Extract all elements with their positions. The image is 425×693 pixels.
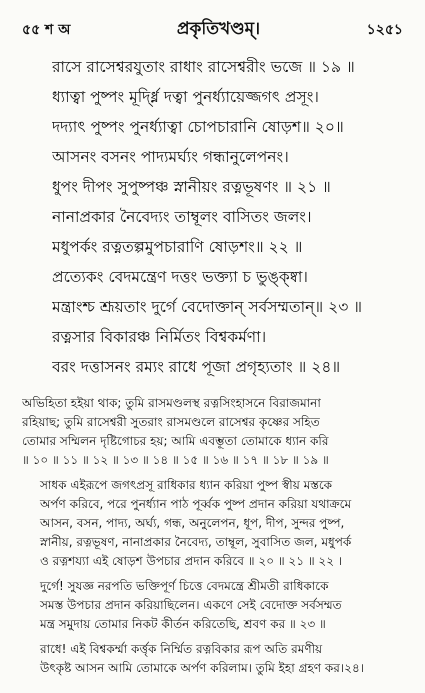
- verse-line: দদ্যাৎ পুষ্পং পুনর্ধ্যাত্বা চোপচারানি ষোড়শ॥ ২০॥: [52, 118, 344, 136]
- verse-line: মধুপর্কং রত্নতল্পমুপচারাণি ষোড়শং॥ ২২ ॥: [52, 238, 303, 256]
- section-title: প্রকৃতিখণ্ডম্।: [176, 19, 261, 39]
- text-line: রাধে! এই বিশ্বকর্ম্মা কর্ত্তৃক নির্ম্মিত রত্নবিকার রূপ অতি রমণীয়: [40, 642, 323, 656]
- text-line: তোমার সম্মিলন দৃষ্টিগোচর হয়; আমি এবম্ভূতা তোমাকে ধ্যান করি: [22, 434, 329, 448]
- verse-line: নানাপ্রকার নৈবেদ্যং তাম্বূলং বাসিতং জলং।: [52, 208, 312, 226]
- text-line: সমস্ত উপচার প্রদান করিয়াছিলেন। একণে সেই বেদোক্ত সর্বসম্মত: [40, 598, 342, 612]
- text-line: সাধক এইরূপে জগৎপ্রসূ রাধিকার ধ্যান করিয়া পুষ্প স্বীয় মস্তকে: [40, 478, 333, 492]
- text-line: উৎকৃষ্ট আসন আমি তোমাকে অর্পণ করিলাম। তুমি ইহা গ্রহণ কর।২৪।: [40, 661, 365, 675]
- verse-line: ধুপং দীপং সুপুষ্পঞ্চ স্নানীয়ং রত্নভূষণং ॥ ২১ ॥: [52, 178, 331, 196]
- sanskrit-verses: [22, 52, 403, 382]
- verse-line: রাসে রাসেশ্বরযুতাং রাধাং রাসেশ্বরীং ভজে ॥ ১৯ ॥: [52, 58, 355, 76]
- text-line: দুর্গে! সুযজ্ঞ নরপতি ভক্তিপূর্ণ চিত্তে বেদমন্ত্রে শ্রীমতী রাধিকাকে: [40, 579, 329, 593]
- verse-line: মন্ত্রাংশ্চ শ্রূয়তাং দুর্গে বেদোক্তান্ সর্বসম্মতান্॥ ২৩ ॥: [52, 298, 362, 316]
- commentary-paragraph: [22, 577, 403, 634]
- text-line: অভিহিতা হইয়া থাক; তুমি রাসমণ্ডলস্থ রত্নসিংহাসনে বিরাজমানা: [22, 396, 321, 410]
- bengali-commentary: [22, 394, 403, 678]
- text-line: অর্পণ করিবে, পরে পুনর্ধ্যান পাঠ পূর্ব্বক পুষ্প প্রদান করিয়া যথাক্রমে: [40, 497, 352, 511]
- text-line: আসন, বসন, পাদ্য, অর্ঘ্য, গন্ধ, অনুলেপন, ধূপ, দীপ, সুন্দর পুষ্প,: [40, 516, 345, 530]
- verse-line: প্রত্যেকং বেদমন্ত্রেণ দত্তং ভক্ত্যা চ ভুঙ্‌ক্ষ্বা।: [52, 268, 308, 286]
- verse-line: বরং দত্তাসনং রম্যং রাধে পূজা প্রগৃহ্যতাং ॥ ২৪॥: [52, 358, 341, 376]
- text-line: মন্ত্র সমুদায় তোমার নিকট কীর্তন করিতেছি, শ্রবণ কর ॥ ২৩ ॥: [40, 617, 326, 631]
- text-line: রহিয়াছ; তুমি রাসেশ্বরী সুতরাং রাসমণ্ডলে রাসেশ্বর কৃষ্ণের সহিত: [22, 415, 320, 429]
- text-line: স্নানীয়, রত্নভূষণ, নানাপ্রকার নৈবেদ্য, তাম্বূল, সুবাসিত জল, মধুপর্ক: [40, 535, 352, 549]
- page-header: [22, 16, 403, 42]
- commentary-paragraph: [22, 394, 403, 470]
- verse-line: আসনং বসনং পাদ্যমর্ঘ্যং গন্ধানুলেপনং।: [52, 148, 289, 166]
- verse-line: ধ্যাত্বা পুষ্পং মূর্দ্ধ্নি দত্বা পুনর্ধ্যায়েজ্জগৎ প্রসূং।: [52, 88, 319, 106]
- commentary-paragraph: [22, 640, 403, 678]
- text-line: ও রত্নশয্যা এই ষোড়শ উপচার প্রদান করিবে ॥ ২০ ॥ ২১ ॥ ২২ ।: [40, 554, 343, 568]
- chapter-label: ৫৫ শ অ: [22, 22, 71, 38]
- verse-line: রত্নসার বিকারঞ্চ নির্মিতং বিশ্বকর্মণা।: [52, 328, 267, 346]
- commentary-paragraph: [22, 476, 403, 571]
- page-number: ১২৫১: [366, 22, 403, 38]
- text-line: ॥ ১০ ॥ ১১ ॥ ১২ ॥ ১৩ ॥ ১৪ ॥ ১৫ ॥ ১৬ ॥ ১৭ ॥ ১৮ ॥ ১৯ ॥: [22, 453, 329, 467]
